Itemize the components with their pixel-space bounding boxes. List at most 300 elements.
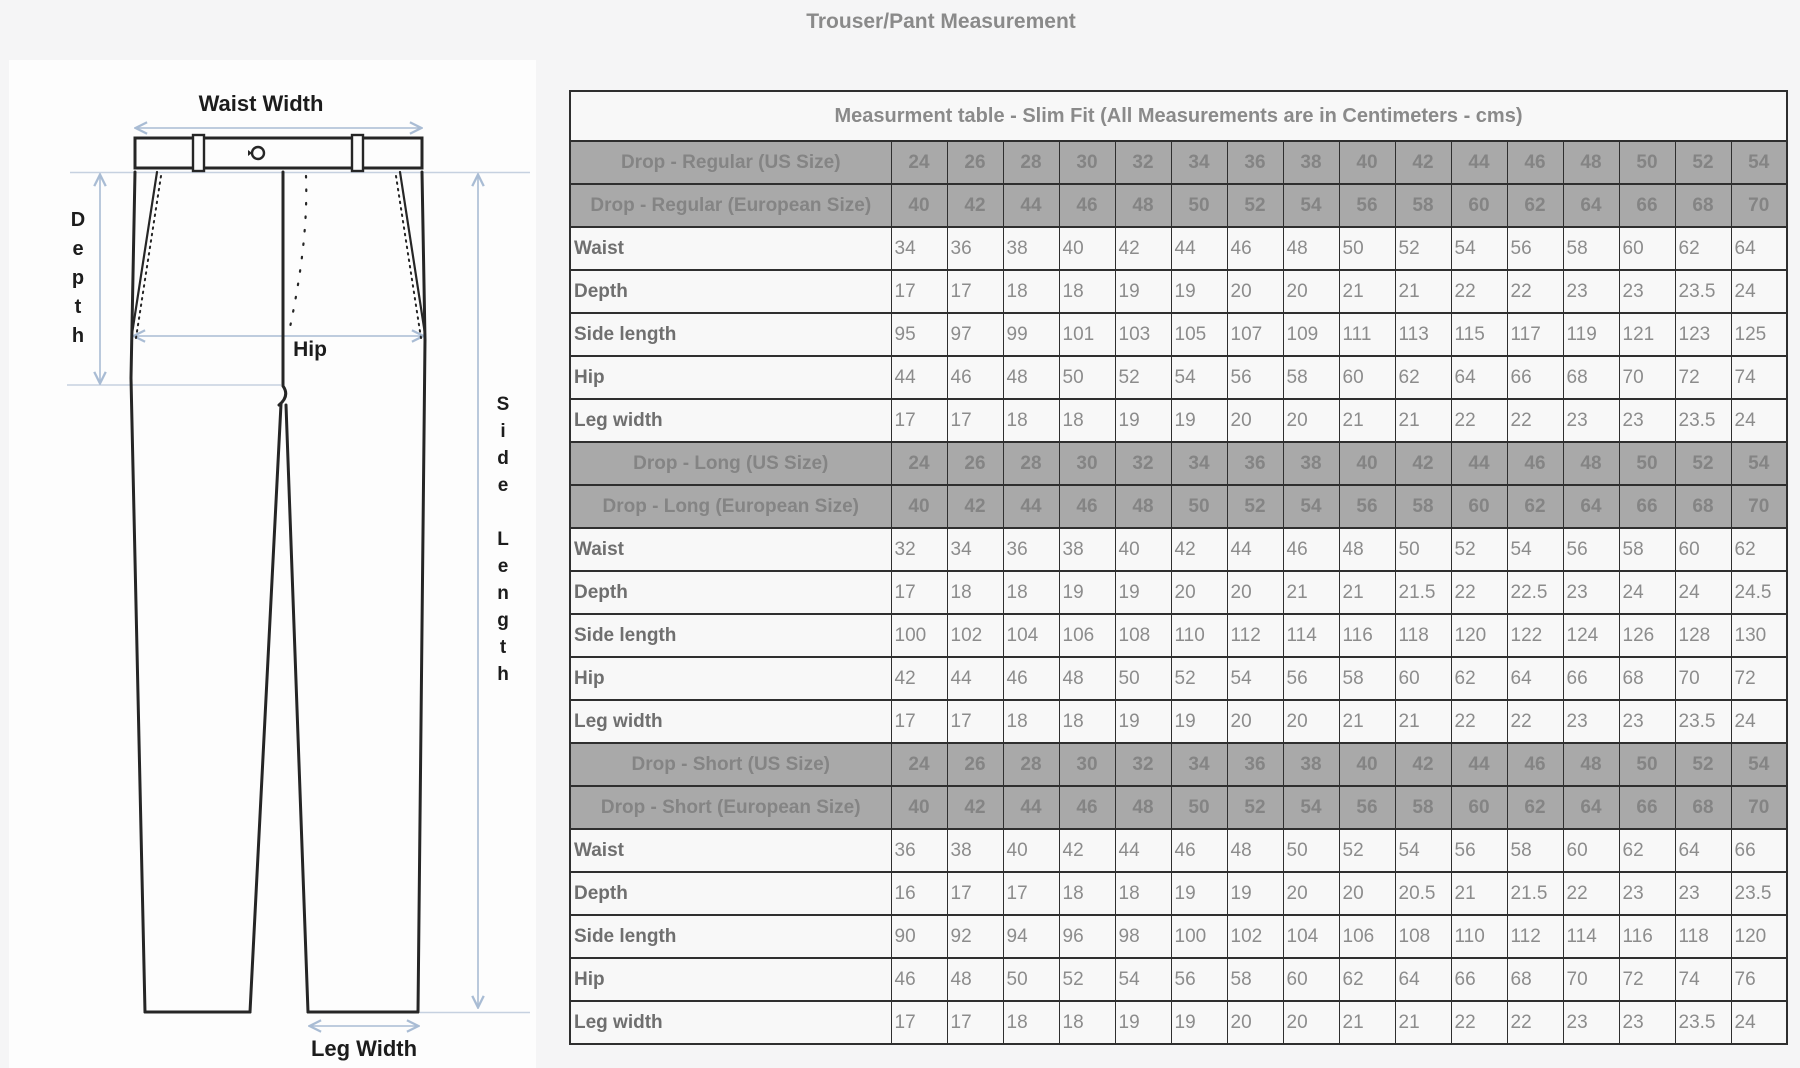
- value-cell: 46: [1171, 829, 1227, 872]
- value-cell: 58: [1507, 829, 1563, 872]
- value-cell: 126: [1619, 614, 1675, 657]
- size-cell: 38: [1283, 743, 1339, 786]
- value-cell: 60: [1283, 958, 1339, 1001]
- fly-seam: [279, 172, 286, 405]
- size-cell: 58: [1395, 184, 1451, 227]
- value-cell: 48: [1003, 356, 1059, 399]
- value-cell: 20.5: [1395, 872, 1451, 915]
- size-cell: 64: [1563, 184, 1619, 227]
- size-cell: 24: [891, 442, 947, 485]
- size-cell: 46: [1059, 485, 1115, 528]
- size-cell: 46: [1059, 786, 1115, 829]
- size-cell: 42: [947, 184, 1003, 227]
- size-cell: 32: [1115, 141, 1171, 184]
- measure-row-label: Depth: [570, 872, 891, 915]
- size-cell: 48: [1563, 141, 1619, 184]
- size-row-eu: [570, 485, 1787, 528]
- value-cell: 62: [1731, 528, 1787, 571]
- value-cell: 64: [1451, 356, 1507, 399]
- measure-row: [570, 1001, 1787, 1044]
- value-cell: 56: [1171, 958, 1227, 1001]
- value-cell: 42: [1171, 528, 1227, 571]
- table-title-row: [570, 91, 1787, 141]
- size-cell: 62: [1507, 485, 1563, 528]
- value-cell: 18: [1003, 270, 1059, 313]
- value-cell: 123: [1675, 313, 1731, 356]
- size-cell: 68: [1675, 184, 1731, 227]
- value-cell: 17: [947, 872, 1003, 915]
- size-cell: 44: [1003, 485, 1059, 528]
- value-cell: 20: [1227, 700, 1283, 743]
- table-title: Measurment table - Slim Fit (All Measurements are in Centimeters - cms): [570, 91, 1787, 141]
- measure-row-label: Hip: [570, 958, 891, 1001]
- value-cell: 68: [1563, 356, 1619, 399]
- value-cell: 22: [1451, 700, 1507, 743]
- size-cell: 46: [1507, 141, 1563, 184]
- value-cell: 38: [1003, 227, 1059, 270]
- side-label-word2: L e n g t h: [497, 529, 509, 685]
- measure-row: [570, 270, 1787, 313]
- value-cell: 17: [891, 571, 947, 614]
- value-cell: 95: [891, 313, 947, 356]
- belt-loop-right: [352, 135, 363, 171]
- value-cell: 19: [1115, 700, 1171, 743]
- value-cell: 112: [1507, 915, 1563, 958]
- value-cell: 22: [1451, 270, 1507, 313]
- measure-row-label: Waist: [570, 829, 891, 872]
- value-cell: 19: [1059, 571, 1115, 614]
- size-cell: 62: [1507, 184, 1563, 227]
- measure-row-label: Hip: [570, 356, 891, 399]
- value-cell: 21: [1395, 399, 1451, 442]
- size-cell: 36: [1227, 743, 1283, 786]
- value-cell: 112: [1227, 614, 1283, 657]
- value-cell: 118: [1395, 614, 1451, 657]
- value-cell: 19: [1115, 1001, 1171, 1044]
- value-cell: 24: [1675, 571, 1731, 614]
- value-cell: 99: [1003, 313, 1059, 356]
- value-cell: 125: [1731, 313, 1787, 356]
- measure-row-label: Depth: [570, 270, 891, 313]
- size-cell: 60: [1451, 786, 1507, 829]
- value-cell: 20: [1283, 700, 1339, 743]
- size-cell: 34: [1171, 743, 1227, 786]
- size-row-eu: [570, 786, 1787, 829]
- value-cell: 21: [1395, 700, 1451, 743]
- value-cell: 96: [1059, 915, 1115, 958]
- value-cell: 70: [1619, 356, 1675, 399]
- value-cell: 40: [1003, 829, 1059, 872]
- value-cell: 97: [947, 313, 1003, 356]
- value-cell: 16: [891, 872, 947, 915]
- size-cell: 44: [1003, 786, 1059, 829]
- size-cell: 56: [1339, 485, 1395, 528]
- measure-row-label: Side length: [570, 915, 891, 958]
- value-cell: 120: [1451, 614, 1507, 657]
- value-cell: 50: [1059, 356, 1115, 399]
- value-cell: 21: [1339, 1001, 1395, 1044]
- size-cell: 52: [1227, 786, 1283, 829]
- value-cell: 56: [1227, 356, 1283, 399]
- size-cell: 54: [1283, 786, 1339, 829]
- measure-row-label: Side length: [570, 614, 891, 657]
- size-cell: 64: [1563, 485, 1619, 528]
- measure-row: [570, 356, 1787, 399]
- value-cell: 107: [1227, 313, 1283, 356]
- size-cell: 34: [1171, 442, 1227, 485]
- value-cell: 54: [1451, 227, 1507, 270]
- value-cell: 22: [1507, 399, 1563, 442]
- measurement-table: [569, 90, 1788, 1045]
- hip-label: Hip: [293, 338, 327, 361]
- value-cell: 50: [1395, 528, 1451, 571]
- value-cell: 110: [1171, 614, 1227, 657]
- size-cell: 30: [1059, 141, 1115, 184]
- value-cell: 36: [947, 227, 1003, 270]
- size-cell: 28: [1003, 442, 1059, 485]
- size-cell: 66: [1619, 485, 1675, 528]
- size-cell: 54: [1731, 141, 1787, 184]
- value-cell: 56: [1563, 528, 1619, 571]
- value-cell: 52: [1171, 657, 1227, 700]
- value-cell: 100: [1171, 915, 1227, 958]
- size-cell: 40: [891, 485, 947, 528]
- value-cell: 102: [947, 614, 1003, 657]
- size-cell: 44: [1451, 442, 1507, 485]
- size-cell: 48: [1115, 184, 1171, 227]
- size-cell: 32: [1115, 442, 1171, 485]
- value-cell: 66: [1563, 657, 1619, 700]
- value-cell: 52: [1339, 829, 1395, 872]
- value-cell: 101: [1059, 313, 1115, 356]
- value-cell: 74: [1731, 356, 1787, 399]
- right-pocket-stitching: [396, 176, 421, 338]
- size-cell: 42: [947, 485, 1003, 528]
- value-cell: 18: [1115, 872, 1171, 915]
- value-cell: 66: [1451, 958, 1507, 1001]
- value-cell: 46: [891, 958, 947, 1001]
- size-cell: 40: [1339, 141, 1395, 184]
- size-row-us: [570, 442, 1787, 485]
- value-cell: 17: [947, 700, 1003, 743]
- size-cell: 64: [1563, 786, 1619, 829]
- value-cell: 46: [1227, 227, 1283, 270]
- value-cell: 21: [1451, 872, 1507, 915]
- value-cell: 22: [1451, 1001, 1507, 1044]
- value-cell: 70: [1563, 958, 1619, 1001]
- measurement-table-body: [570, 91, 1787, 1044]
- size-cell: 50: [1619, 141, 1675, 184]
- measure-row-label: Leg width: [570, 399, 891, 442]
- measure-row-label: Hip: [570, 657, 891, 700]
- measure-row-label: Leg width: [570, 700, 891, 743]
- size-cell: 50: [1171, 184, 1227, 227]
- size-row-label: Drop - Long (European Size): [570, 485, 891, 528]
- value-cell: 56: [1451, 829, 1507, 872]
- size-cell: 60: [1451, 184, 1507, 227]
- value-cell: 40: [1115, 528, 1171, 571]
- value-cell: 64: [1395, 958, 1451, 1001]
- size-cell: 58: [1395, 786, 1451, 829]
- value-cell: 64: [1675, 829, 1731, 872]
- size-cell: 50: [1619, 743, 1675, 786]
- value-cell: 23: [1619, 399, 1675, 442]
- value-cell: 68: [1619, 657, 1675, 700]
- value-cell: 110: [1451, 915, 1507, 958]
- trouser-diagram-svg: [9, 60, 536, 1068]
- value-cell: 58: [1339, 657, 1395, 700]
- size-cell: 52: [1675, 743, 1731, 786]
- value-cell: 128: [1675, 614, 1731, 657]
- value-cell: 20: [1283, 872, 1339, 915]
- value-cell: 23: [1563, 1001, 1619, 1044]
- size-cell: 60: [1451, 485, 1507, 528]
- value-cell: 19: [1115, 571, 1171, 614]
- value-cell: 18: [1059, 270, 1115, 313]
- value-cell: 23: [1619, 700, 1675, 743]
- value-cell: 34: [947, 528, 1003, 571]
- value-cell: 114: [1283, 614, 1339, 657]
- value-cell: 23: [1619, 270, 1675, 313]
- value-cell: 18: [1059, 700, 1115, 743]
- size-cell: 56: [1339, 184, 1395, 227]
- size-cell: 38: [1283, 442, 1339, 485]
- value-cell: 58: [1227, 958, 1283, 1001]
- size-cell: 66: [1619, 184, 1675, 227]
- value-cell: 56: [1507, 227, 1563, 270]
- value-cell: 18: [1059, 399, 1115, 442]
- leg-width-label: Leg Width: [310, 1036, 418, 1061]
- value-cell: 54: [1395, 829, 1451, 872]
- size-row-label: Drop - Regular (European Size): [570, 184, 891, 227]
- value-cell: 48: [1339, 528, 1395, 571]
- value-cell: 20: [1283, 1001, 1339, 1044]
- value-cell: 76: [1731, 958, 1787, 1001]
- size-row-us: [570, 141, 1787, 184]
- value-cell: 62: [1395, 356, 1451, 399]
- measure-row-label: Waist: [570, 227, 891, 270]
- value-cell: 19: [1171, 1001, 1227, 1044]
- measure-row: [570, 700, 1787, 743]
- value-cell: 54: [1227, 657, 1283, 700]
- value-cell: 46: [1283, 528, 1339, 571]
- value-cell: 48: [1283, 227, 1339, 270]
- value-cell: 118: [1675, 915, 1731, 958]
- measure-row: [570, 571, 1787, 614]
- size-cell: 70: [1731, 184, 1787, 227]
- size-cell: 48: [1563, 442, 1619, 485]
- value-cell: 23: [1563, 571, 1619, 614]
- value-cell: 46: [947, 356, 1003, 399]
- value-cell: 17: [947, 1001, 1003, 1044]
- value-cell: 104: [1283, 915, 1339, 958]
- value-cell: 50: [1339, 227, 1395, 270]
- value-cell: 58: [1563, 227, 1619, 270]
- size-cell: 48: [1563, 743, 1619, 786]
- value-cell: 23.5: [1731, 872, 1787, 915]
- size-cell: 68: [1675, 485, 1731, 528]
- value-cell: 116: [1619, 915, 1675, 958]
- measure-row: [570, 227, 1787, 270]
- value-cell: 92: [947, 915, 1003, 958]
- size-cell: 58: [1395, 485, 1451, 528]
- value-cell: 21: [1339, 571, 1395, 614]
- value-cell: 116: [1339, 614, 1395, 657]
- measure-row: [570, 915, 1787, 958]
- value-cell: 24.5: [1731, 571, 1787, 614]
- size-cell: 42: [1395, 141, 1451, 184]
- value-cell: 21.5: [1395, 571, 1451, 614]
- measure-row: [570, 614, 1787, 657]
- value-cell: 23: [1619, 1001, 1675, 1044]
- value-cell: 113: [1395, 313, 1451, 356]
- measure-row: [570, 872, 1787, 915]
- size-cell: 70: [1731, 786, 1787, 829]
- value-cell: 52: [1395, 227, 1451, 270]
- value-cell: 20: [1339, 872, 1395, 915]
- value-cell: 18: [947, 571, 1003, 614]
- waistband: [135, 138, 422, 168]
- value-cell: 21: [1339, 399, 1395, 442]
- measure-row: [570, 399, 1787, 442]
- value-cell: 48: [1227, 829, 1283, 872]
- value-cell: 68: [1507, 958, 1563, 1001]
- value-cell: 54: [1115, 958, 1171, 1001]
- page-title: Trouser/Pant Measurement: [806, 10, 1076, 33]
- value-cell: 54: [1507, 528, 1563, 571]
- value-cell: 119: [1563, 313, 1619, 356]
- size-cell: 50: [1619, 442, 1675, 485]
- value-cell: 19: [1171, 399, 1227, 442]
- value-cell: 34: [891, 227, 947, 270]
- value-cell: 22: [1507, 1001, 1563, 1044]
- value-cell: 72: [1731, 657, 1787, 700]
- value-cell: 20: [1227, 1001, 1283, 1044]
- trouser-diagram: [9, 60, 536, 1068]
- value-cell: 24: [1731, 270, 1787, 313]
- value-cell: 21: [1395, 270, 1451, 313]
- value-cell: 44: [1171, 227, 1227, 270]
- value-cell: 20: [1227, 399, 1283, 442]
- size-cell: 36: [1227, 141, 1283, 184]
- size-cell: 42: [1395, 743, 1451, 786]
- size-cell: 48: [1115, 786, 1171, 829]
- size-row-label: Drop - Short (European Size): [570, 786, 891, 829]
- size-cell: 46: [1507, 743, 1563, 786]
- size-cell: 52: [1675, 141, 1731, 184]
- pocket-lines: [132, 172, 425, 338]
- value-cell: 98: [1115, 915, 1171, 958]
- value-cell: 108: [1395, 915, 1451, 958]
- value-cell: 90: [891, 915, 947, 958]
- value-cell: 19: [1171, 872, 1227, 915]
- value-cell: 62: [1451, 657, 1507, 700]
- value-cell: 18: [1059, 872, 1115, 915]
- value-cell: 21: [1339, 270, 1395, 313]
- value-cell: 22: [1507, 700, 1563, 743]
- measure-row: [570, 958, 1787, 1001]
- value-cell: 19: [1115, 270, 1171, 313]
- value-cell: 103: [1115, 313, 1171, 356]
- value-cell: 18: [1003, 571, 1059, 614]
- measure-row-label: Waist: [570, 528, 891, 571]
- value-cell: 64: [1507, 657, 1563, 700]
- size-cell: 66: [1619, 786, 1675, 829]
- size-cell: 26: [947, 141, 1003, 184]
- value-cell: 60: [1395, 657, 1451, 700]
- value-cell: 22: [1451, 571, 1507, 614]
- value-cell: 100: [891, 614, 947, 657]
- value-cell: 19: [1171, 700, 1227, 743]
- value-cell: 23: [1563, 700, 1619, 743]
- value-cell: 36: [891, 829, 947, 872]
- value-cell: 20: [1283, 270, 1339, 313]
- value-cell: 23.5: [1675, 1001, 1731, 1044]
- size-cell: 70: [1731, 485, 1787, 528]
- measure-row-label: Leg width: [570, 1001, 891, 1044]
- value-cell: 72: [1619, 958, 1675, 1001]
- inner-left-edge: [250, 404, 281, 1012]
- value-cell: 42: [1115, 227, 1171, 270]
- size-cell: 38: [1283, 141, 1339, 184]
- size-cell: 42: [947, 786, 1003, 829]
- size-cell: 28: [1003, 743, 1059, 786]
- value-cell: 130: [1731, 614, 1787, 657]
- value-cell: 102: [1227, 915, 1283, 958]
- value-cell: 20: [1171, 571, 1227, 614]
- size-cell: 30: [1059, 743, 1115, 786]
- size-cell: 44: [1451, 141, 1507, 184]
- size-cell: 54: [1283, 184, 1339, 227]
- size-row-eu: [570, 184, 1787, 227]
- inner-right-edge: [286, 405, 308, 1012]
- value-cell: 105: [1171, 313, 1227, 356]
- value-cell: 50: [1283, 829, 1339, 872]
- value-cell: 18: [1003, 1001, 1059, 1044]
- value-cell: 62: [1675, 227, 1731, 270]
- size-row-label: Drop - Regular (US Size): [570, 141, 891, 184]
- size-cell: 54: [1283, 485, 1339, 528]
- value-cell: 62: [1619, 829, 1675, 872]
- value-cell: 23: [1563, 270, 1619, 313]
- value-cell: 19: [1227, 872, 1283, 915]
- value-cell: 120: [1731, 915, 1787, 958]
- measure-row: [570, 829, 1787, 872]
- value-cell: 64: [1731, 227, 1787, 270]
- value-cell: 70: [1675, 657, 1731, 700]
- value-cell: 17: [947, 270, 1003, 313]
- left-pocket-stitching: [136, 176, 161, 338]
- value-cell: 44: [947, 657, 1003, 700]
- value-cell: 17: [891, 270, 947, 313]
- value-cell: 17: [891, 1001, 947, 1044]
- value-cell: 52: [1059, 958, 1115, 1001]
- value-cell: 58: [1283, 356, 1339, 399]
- value-cell: 62: [1339, 958, 1395, 1001]
- value-cell: 60: [1675, 528, 1731, 571]
- value-cell: 20: [1227, 270, 1283, 313]
- size-cell: 42: [1395, 442, 1451, 485]
- value-cell: 52: [1451, 528, 1507, 571]
- depth-label: D e p t h: [70, 209, 86, 347]
- size-cell: 24: [891, 743, 947, 786]
- value-cell: 17: [1003, 872, 1059, 915]
- value-cell: 104: [1003, 614, 1059, 657]
- belt-loop-left: [193, 135, 204, 171]
- value-cell: 23: [1675, 872, 1731, 915]
- value-cell: 111: [1339, 313, 1395, 356]
- value-cell: 22: [1451, 399, 1507, 442]
